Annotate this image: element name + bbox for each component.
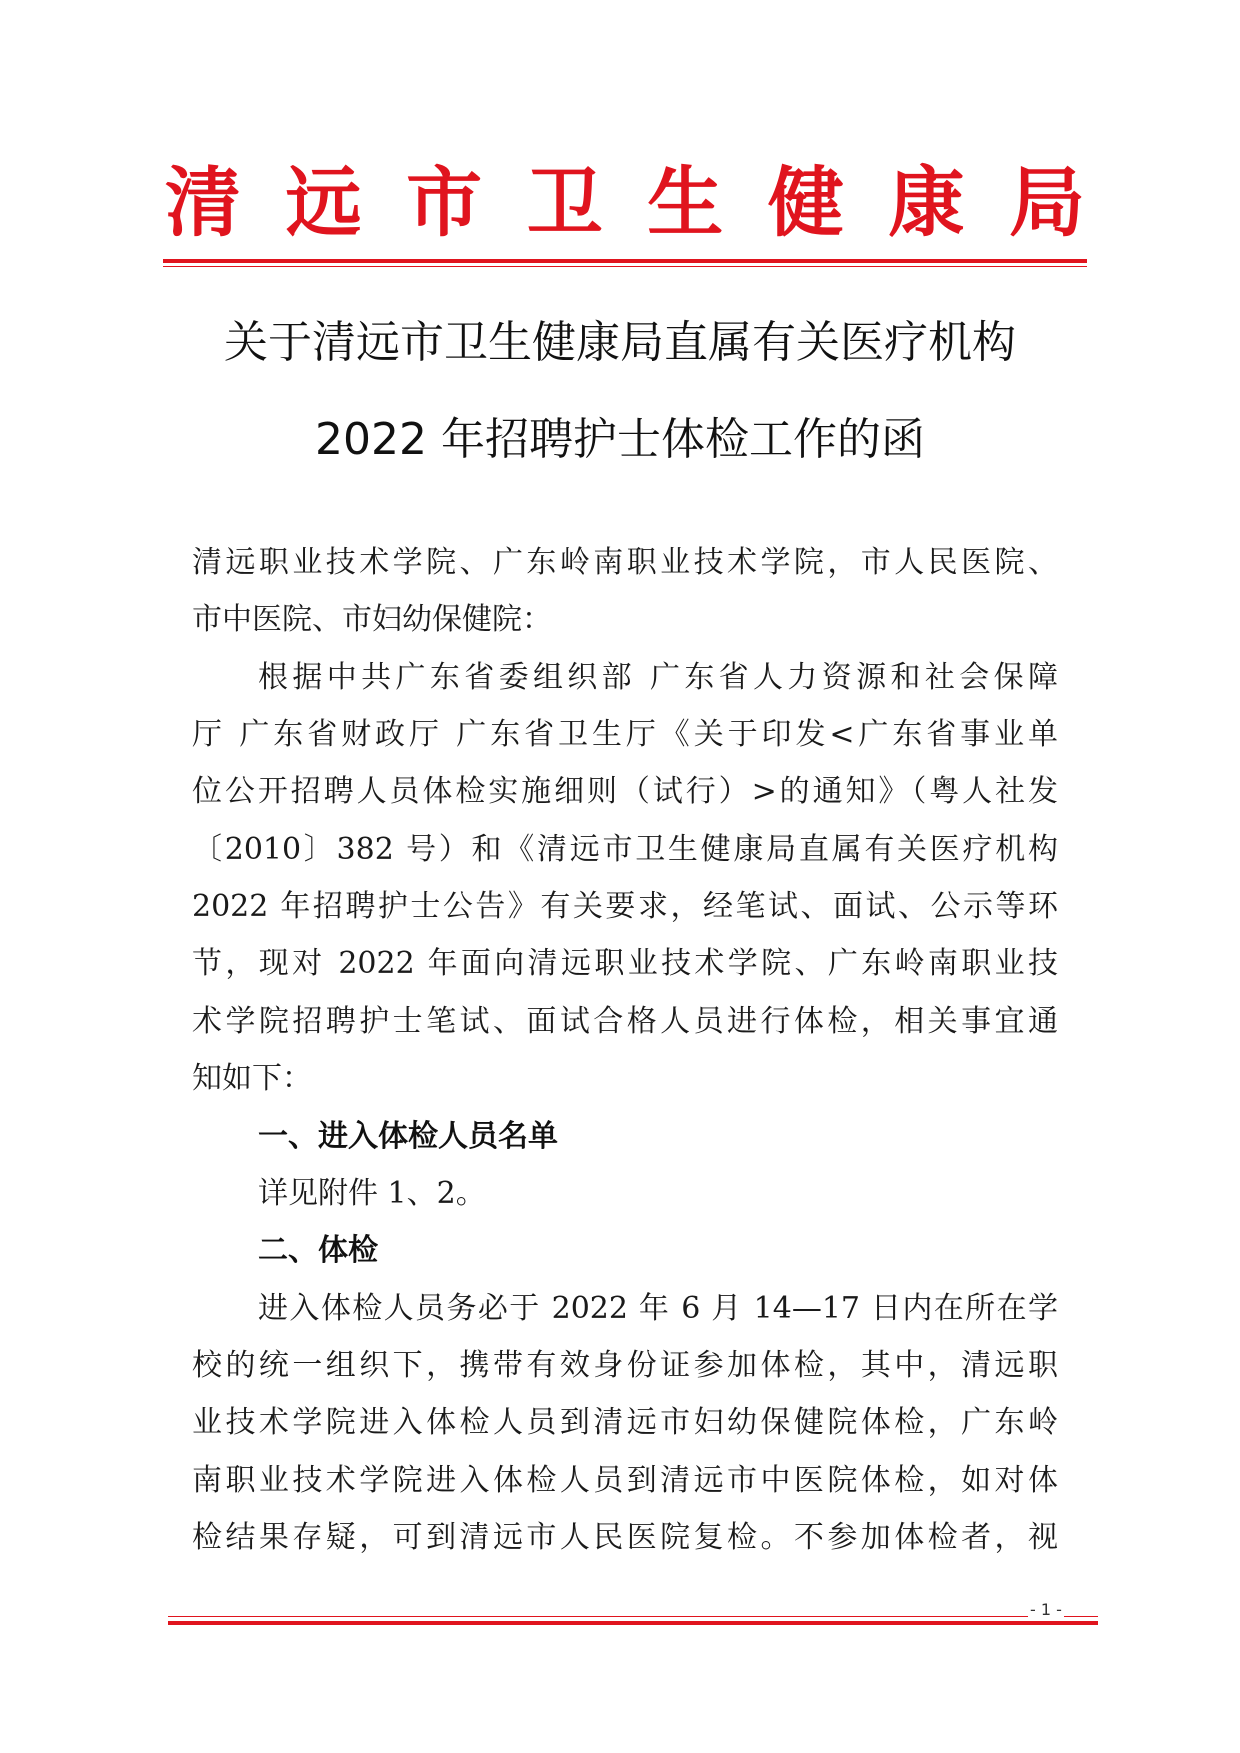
section-body-line: 详见附件 1、2。 [258,1176,486,1211]
masthead-char: 远 [285,158,362,247]
section-body-line: 进入体检人员务必于 2022 年 6 月 14—17 日内在所在学 [258,1291,1058,1326]
addressee-line-1: 清远职业技术学院、广东岭南职业技术学院，市人民医院、 [192,545,1058,580]
body-paragraph-line: 厅 广东省财政厅 广东省卫生厅《关于印发<广东省事业单 [192,717,1058,752]
footer-divider-thin [168,1616,1098,1617]
body-paragraph-line: 2022 年招聘护士公告》有关要求，经笔试、面试、公示等环 [192,889,1058,924]
addressee-line-2: 市中医院、市妇幼保健院： [192,602,552,637]
masthead-char: 生 [647,158,724,247]
body-paragraph-line: 节，现对 2022 年面向清远职业技术学院、广东岭南职业技 [192,946,1058,981]
masthead-char: 卫 [526,158,603,247]
body-paragraph-line: 根据中共广东省委组织部 广东省人力资源和社会保障 [258,660,1058,695]
masthead-char: 清 [165,158,241,247]
body-paragraph-line: 位公开招聘人员体检实施细则（试行）>的通知》（粤人社发 [192,774,1058,809]
masthead-divider-thick [163,259,1087,263]
section-body-line: 南职业技术学院进入体检人员到清远市中医院体检，如对体 [192,1463,1058,1498]
body-paragraph-line: 〔2010〕382 号）和《清远市卫生健康局直属有关医疗机构 [192,832,1058,867]
document-title-line-2: 2022 年招聘护士体检工作的函 [315,414,925,465]
masthead-char: 市 [406,158,483,247]
footer-divider-thick [168,1621,1098,1625]
body-paragraph-line: 知如下： [192,1061,312,1096]
masthead-char: 康 [888,158,965,247]
section-heading: 二、体检 [258,1233,378,1268]
section-heading: 一、进入体检人员名单 [258,1119,558,1154]
masthead-char: 健 [767,158,844,247]
masthead-divider-thin [163,266,1087,267]
issuing-authority-masthead [165,158,1085,248]
masthead-char: 局 [1008,158,1085,247]
body-paragraph-line: 术学院招聘护士笔试、面试合格人员进行体检，相关事宜通 [192,1004,1058,1039]
document-title-line-1: 关于清远市卫生健康局直属有关医疗机构 [224,317,1016,368]
section-body-line: 检结果存疑，可到清远市人民医院复检。不参加体检者，视 [192,1520,1058,1555]
page-number: - 1 - [1030,1600,1062,1619]
section-body-line: 业技术学院进入体检人员到清远市妇幼保健院体检，广东岭 [192,1405,1058,1440]
section-body-line: 校的统一组织下，携带有效身份证参加体检，其中，清远职 [192,1348,1058,1383]
